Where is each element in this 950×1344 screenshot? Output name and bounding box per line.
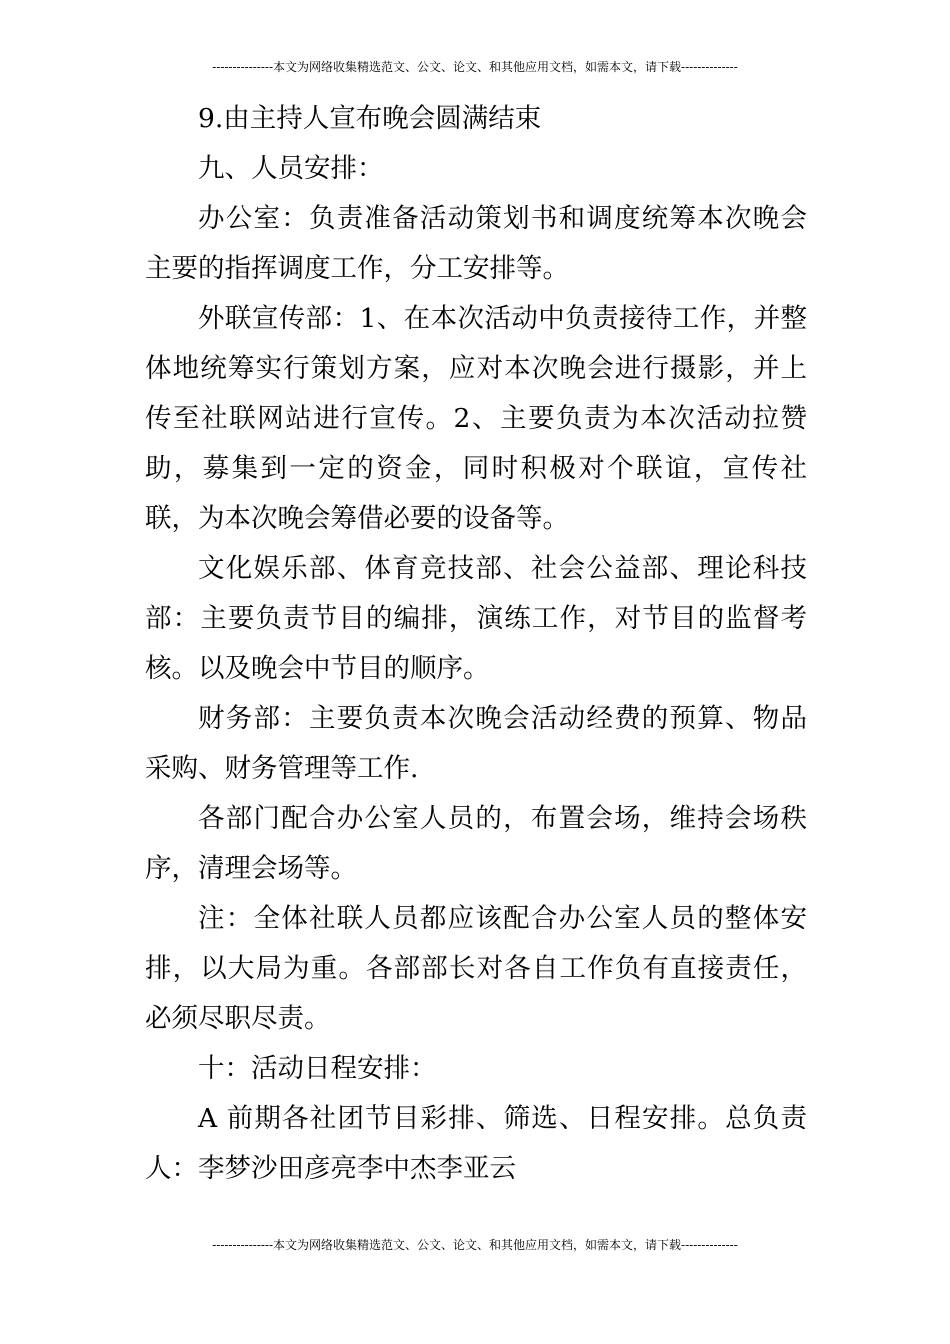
header-banner: ---------------本文为网络收集精选范文、公文、论文、和其他应用文档，如需本文，请下载-------------- (212, 60, 738, 74)
paragraph-closing-step: 9.由主持人宣布晚会圆满结束 (198, 103, 542, 134)
paragraph-all-depts: 各部门配合办公室人员的，布置会场，维持会场秩序，清理会场等。 (145, 803, 807, 884)
section-heading-staffing: 九、人员安排： (198, 153, 384, 184)
paragraph-finance-dept: 财务部：主要负责本次晚会活动经费的预算、物品采购、财务管理等工作. (145, 703, 807, 784)
document-body (145, 94, 807, 1194)
section-heading-schedule: 十：活动日程安排： (198, 1053, 437, 1084)
paragraph-publicity-dept: 外联宣传部：1、在本次活动中负责接待工作，并整体地统筹实行策划方案，应对本次晚会进行摄影，并上传至社联网站进行宣传。2、主要负责为本次活动拉赞助，募集到一定的资金，同时积极对个联谊，宣传社联，为本次晚会筹借必要的设备等。 (145, 303, 807, 534)
paragraph-schedule-a: A 前期各社团节目彩排、筛选、日程安排。总负责人：李梦沙田彦亮李中杰李亚云 (145, 1103, 807, 1184)
paragraph-note: 注：全体社联人员都应该配合办公室人员的整体安排，以大局为重。各部部长对各自工作负有直接责任，必须尽职尽责。 (145, 903, 807, 1034)
paragraph-program-depts: 文化娱乐部、体育竞技部、社会公益部、理论科技部：主要负责节目的编排，演练工作，对节目的监督考核。以及晚会中节目的顺序。 (145, 553, 807, 684)
paragraph-office: 办公室：负责准备活动策划书和调度统筹本次晚会主要的指挥调度工作，分工安排等。 (145, 203, 807, 284)
footer-banner: ---------------本文为网络收集精选范文、公文、论文、和其他应用文档，如需本文，请下载-------------- (212, 1238, 738, 1252)
